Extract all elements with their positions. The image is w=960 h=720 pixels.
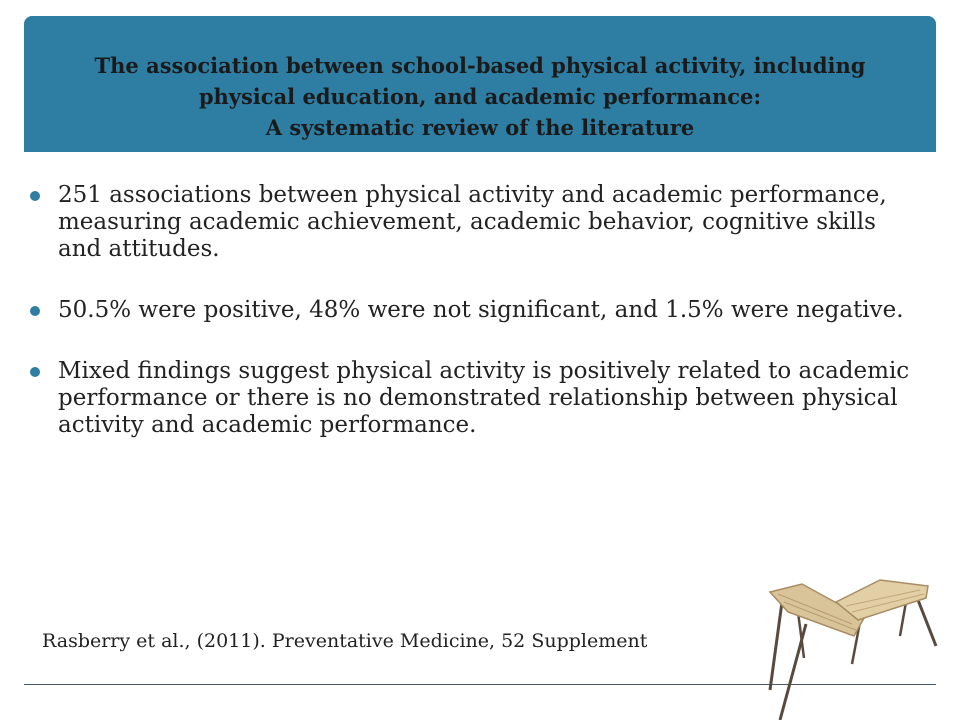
bullet-dot-icon bbox=[30, 306, 40, 316]
bullet-text: 50.5% were positive, 48% were not significant, and 1.5% were negative. bbox=[58, 297, 904, 323]
desk-chair-illustration bbox=[740, 572, 950, 720]
bullet-item-associations bbox=[24, 182, 924, 263]
bullet-list bbox=[24, 182, 924, 473]
title-banner bbox=[24, 16, 936, 152]
bullet-text: Mixed findings suggest physical activity is positively related to academic performance or there is no demonstrated relationship between physical activity and academic performance. bbox=[58, 358, 910, 438]
title-line-3: A systematic review of the literature bbox=[265, 115, 695, 140]
bullet-item-percentages bbox=[24, 297, 924, 324]
title-line-2: physical education, and academic performance: bbox=[198, 84, 762, 109]
bullet-dot-icon bbox=[30, 367, 40, 377]
bullet-text: 251 associations between physical activity and academic performance, measuring academic achievement, academic behavior, cognitive skills and attitudes. bbox=[58, 182, 887, 262]
bullet-dot-icon bbox=[30, 191, 40, 201]
citation: Rasberry et al., (2011). Preventative Medicine, 52 Supplement bbox=[42, 630, 648, 652]
bullet-item-findings bbox=[24, 358, 924, 439]
title-line-1: The association between school-based physical activity, including bbox=[94, 53, 866, 78]
